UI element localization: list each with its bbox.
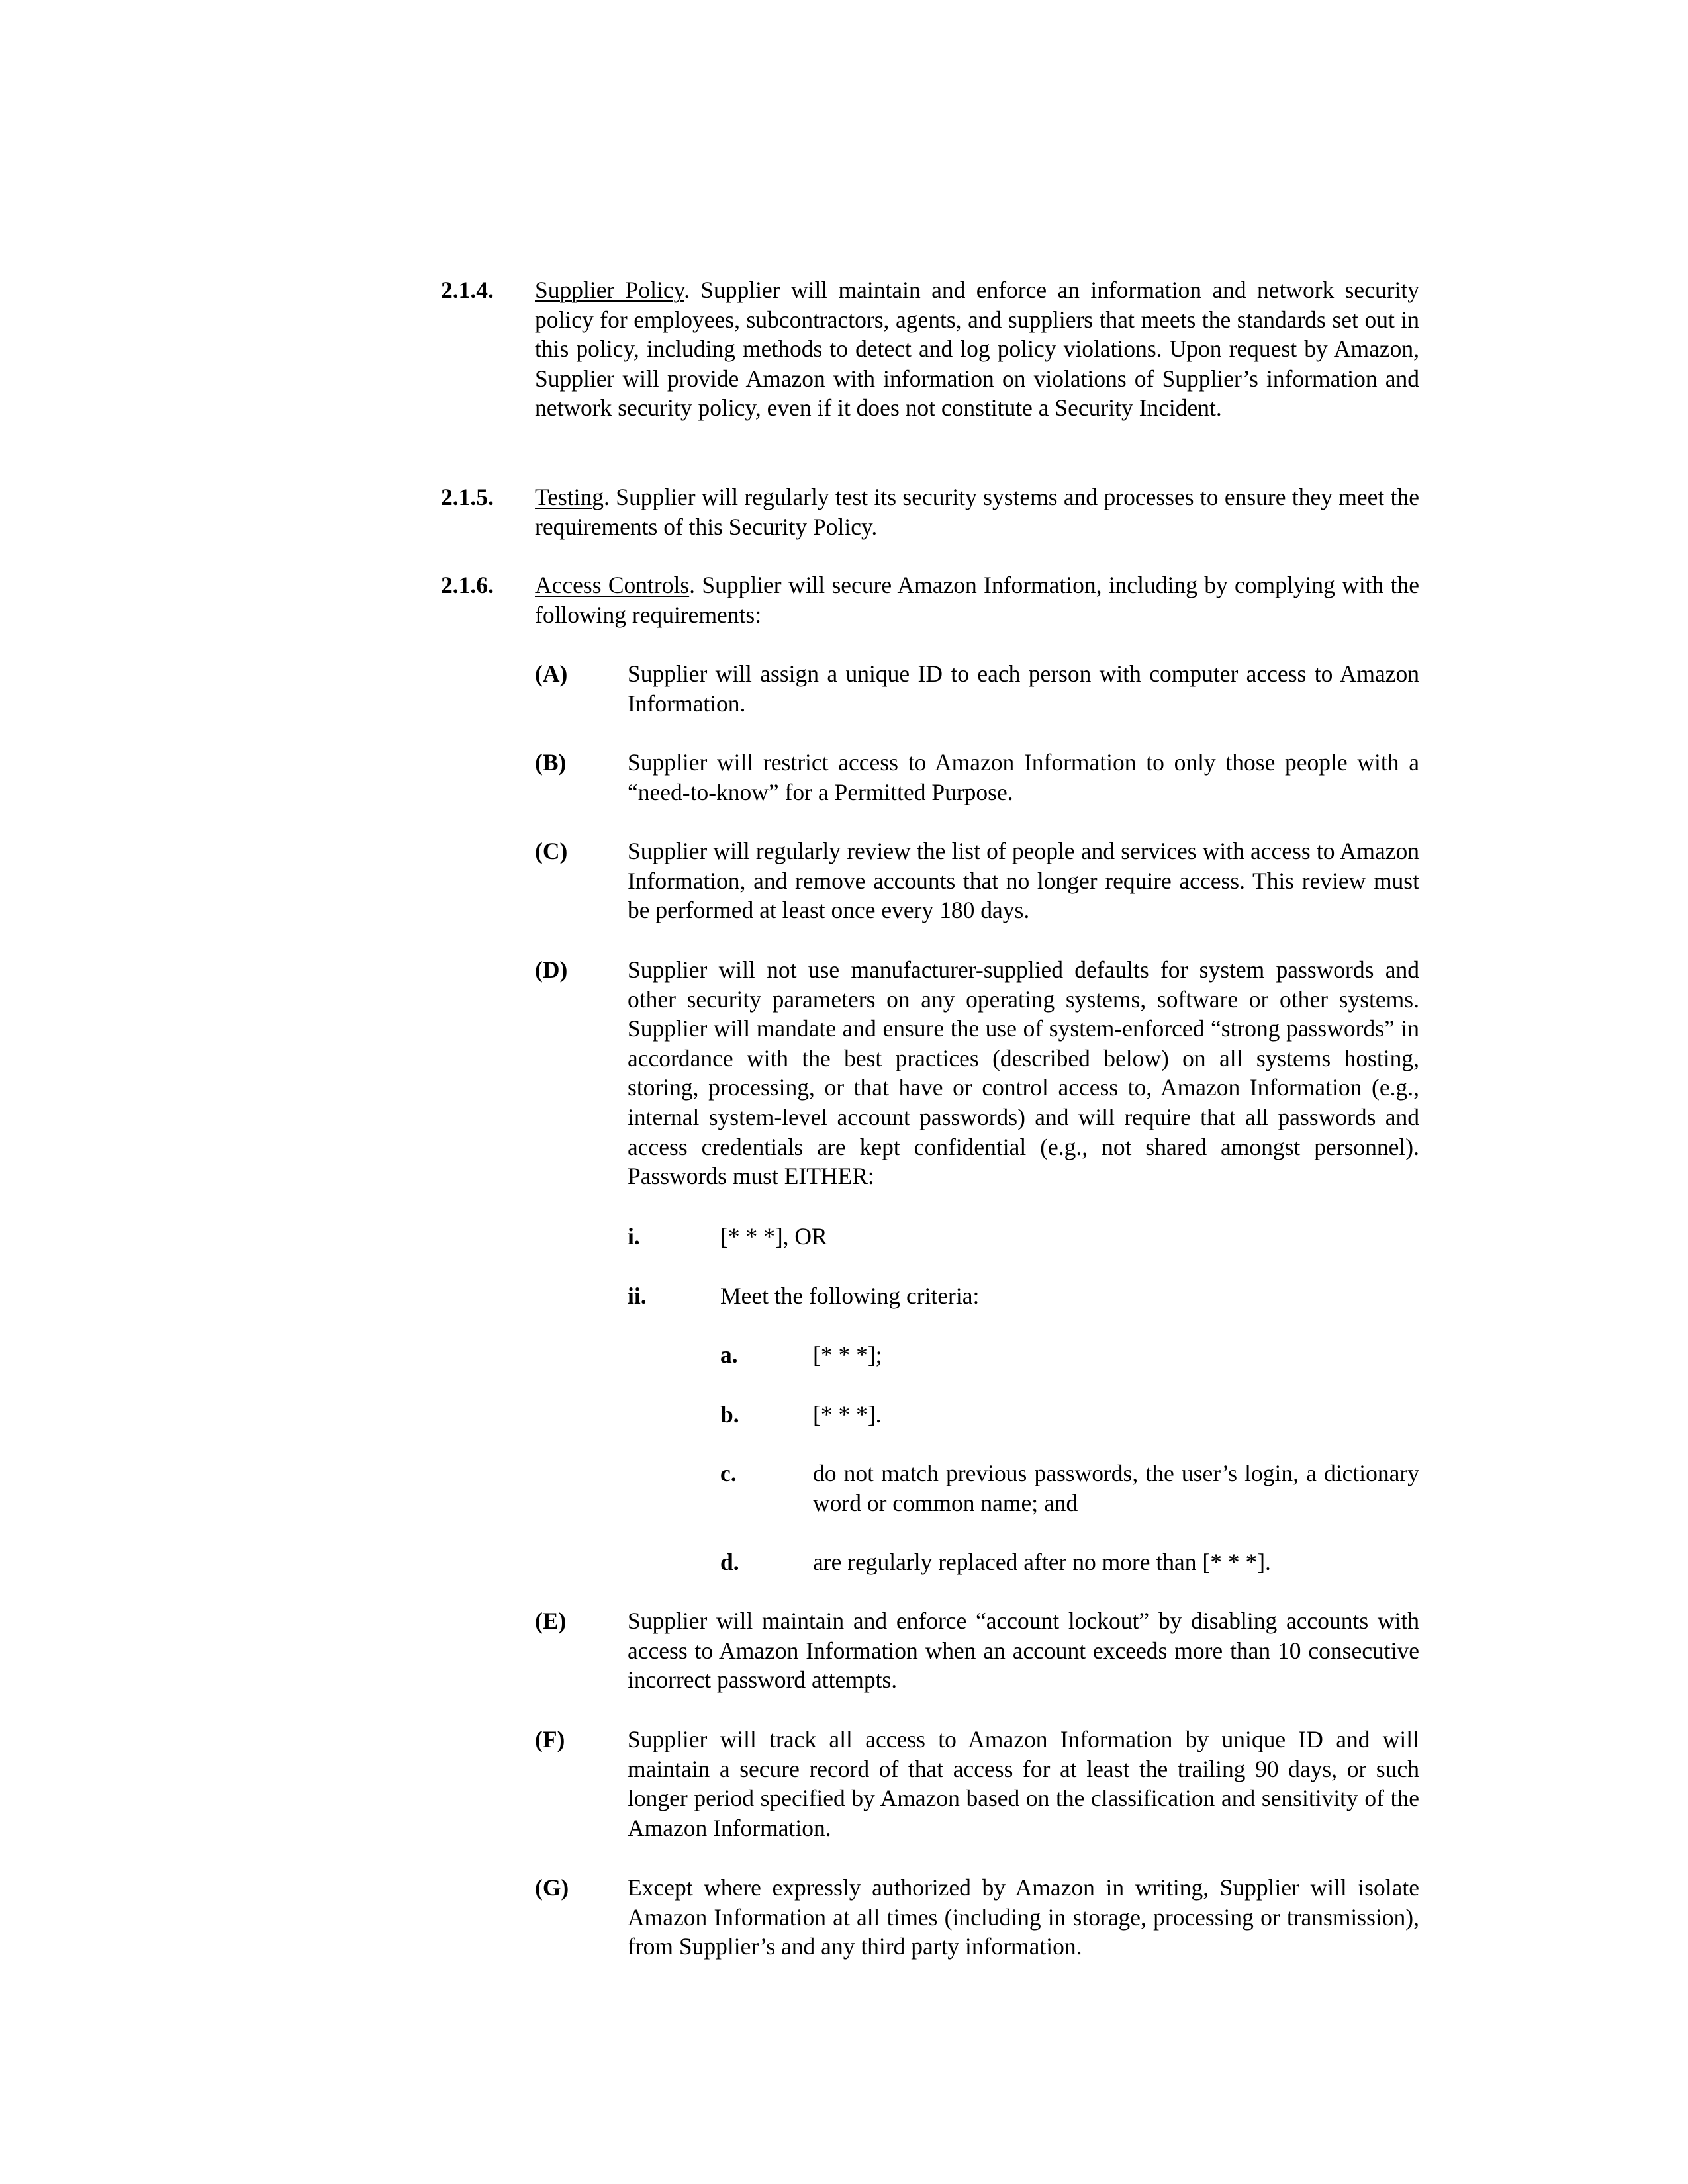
item-text: Supplier will regularly review the list of people and services with access to Amazon Information, and remove accounts that no longer require access. This review must be performed at least once every 180 days. [628, 838, 1419, 924]
item-label: (A) [535, 660, 568, 687]
item-label: b. [720, 1401, 739, 1428]
section-text: . Supplier will maintain and enforce an information and network security policy for employees, subcontractors, agents, and suppliers that meets the standards set out in this policy, including methods to detect and log policy violations. Upon request by Amazon, Supplier will provide Amazon with information on violations of Supplier’s information and network security policy, even if it does not constitute a Security Incident. [535, 277, 1419, 422]
item-label: (F) [535, 1726, 565, 1752]
section-heading: Access Controls [535, 572, 690, 598]
item-text: Supplier will assign a unique ID to each person with computer access to Amazon Information. [628, 660, 1419, 717]
item-label: (G) [535, 1874, 569, 1901]
item-text: are regularly replaced after no more than [* * *]. [813, 1549, 1271, 1575]
item-label: (E) [535, 1608, 567, 1634]
item-label: (D) [535, 956, 568, 983]
section-number: 2.1.5. [441, 484, 494, 510]
section-text: . Supplier will secure Amazon Information, including by complying with the following requirements: [535, 572, 1419, 628]
section-number: 2.1.6. [441, 572, 494, 598]
section-text: . Supplier will regularly test its security systems and processes to ensure they meet the requirements of this Security Policy. [535, 484, 1419, 540]
section-body [535, 275, 1419, 423]
section-heading: Supplier Policy [535, 277, 684, 303]
section-heading: Testing [535, 484, 604, 510]
item-text: [* * *], OR [720, 1223, 827, 1250]
item-label: ii. [628, 1283, 647, 1309]
item-text: do not match previous passwords, the user’s login, a dictionary word or common name; and [813, 1460, 1419, 1516]
section-number: 2.1.4. [441, 277, 494, 303]
item-label: i. [628, 1223, 640, 1250]
item-label: d. [720, 1549, 739, 1575]
item-text: [* * *]; [813, 1342, 882, 1368]
item-label: (B) [535, 749, 567, 776]
item-text: Supplier will track all access to Amazon Information by unique ID and will maintain a secure record of that access for at least the trailing 90 days, or such longer period specified by Amazon based on the classification and sensitivity of the Amazon Information. [628, 1726, 1419, 1841]
item-text: Meet the following criteria: [720, 1283, 980, 1309]
section-body [535, 570, 1419, 629]
item-label: c. [720, 1460, 737, 1486]
item-label: a. [720, 1342, 738, 1368]
item-label: (C) [535, 838, 568, 864]
item-text: Supplier will maintain and enforce “account lockout” by disabling accounts with access to Amazon Information when an account exceeds more than 10 consecutive incorrect password attempts. [628, 1608, 1419, 1694]
item-text: Supplier will not use manufacturer-supplied defaults for system passwords and other security parameters on any operating systems, software or other systems. Supplier will mandate and ensure the use of system-enforced “strong passwords” in accordance with the best practices (described below) on all systems hosting, storing, processing, or that have or control access to, Amazon Information (e.g., internal system-level account passwords) and will require that all passwords and access credentials are kept confidential (e.g., not shared amongst personnel). Passwords must EITHER: [628, 956, 1419, 1190]
item-text: Except where expressly authorized by Amazon in writing, Supplier will isolate Amazon Information at all times (including in storage, processing or transmission), from Supplier’s and any third party information. [628, 1874, 1419, 1960]
section-body [535, 482, 1419, 541]
item-text: [* * *]. [813, 1401, 882, 1428]
item-text: Supplier will restrict access to Amazon Information to only those people with a “need-to-know” for a Permitted Purpose. [628, 749, 1419, 805]
